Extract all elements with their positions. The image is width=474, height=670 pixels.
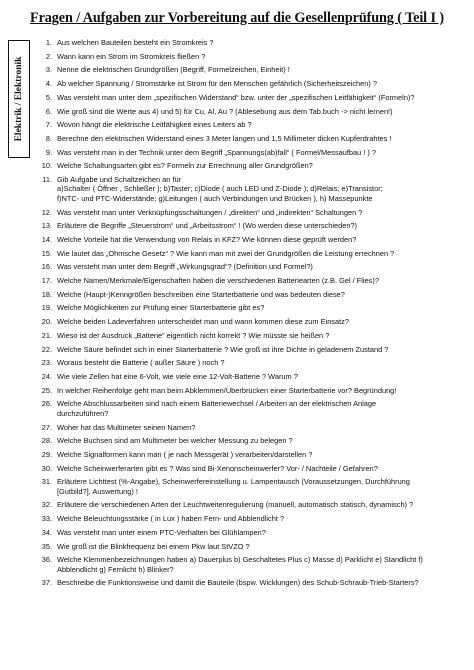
- question-number: 26.: [41, 399, 52, 409]
- question-number: 10.: [41, 161, 52, 171]
- question-item: [38, 317, 470, 326]
- question-number: 11.: [42, 175, 52, 185]
- question-number: 19.: [41, 303, 52, 313]
- question-item: [38, 276, 470, 285]
- question-number: 27.: [41, 422, 52, 432]
- question-text-line: Welche beiden Ladeverfahren unterscheidet man und wann kommen diese zum Einsatz?: [57, 317, 349, 327]
- question-text-line: Wie groß ist die Blinkfrequenz bei einem Pkw laut StVZO ?: [57, 541, 250, 551]
- question-number: 28.: [41, 436, 52, 446]
- question-text-line: Abblendlicht g) Fernlicht h) Blinker?: [57, 564, 174, 574]
- question-number: 20.: [41, 317, 52, 327]
- question-item: [38, 331, 470, 340]
- question-item: [38, 235, 470, 244]
- question-text-line: Erläutere die verschiedenen Arten der Leuchtweitenregulierung (manuell, automatisch statisch, dynamisch) ?: [57, 500, 414, 510]
- question-number: 36.: [41, 555, 52, 565]
- question-text-line: durchzuführen?: [57, 408, 109, 418]
- question-number: 14.: [41, 234, 52, 244]
- question-text-line: Welche Beleuchtungsstärke ( in Lux ) haben Fern- und Abblendlicht ?: [57, 514, 285, 524]
- question-number: 18.: [41, 289, 52, 299]
- question-text-line: [Gutbild?], Auswertung) !: [57, 486, 138, 496]
- question-number: 31.: [41, 477, 52, 487]
- question-text-line: Was versteht man unter dem Begriff „Wirkungsgrad“? (Definition und Formel?): [57, 262, 313, 272]
- question-text-line: Welche Signalformen kann man ( je nach Messgerät ) verarbeiten/darstellen ?: [57, 449, 313, 459]
- question-text-line: Was versteht man in der Technik unter dem Begriff „Spannungs(ab)fall“ ( Formel/Messaufbau ! ) ?: [57, 147, 377, 157]
- question-text-line: Berechne den elektrischen Widerstand eines 3 Meter langen und 1,5 Millimeter dicken Kupferdrahtes !: [57, 133, 392, 143]
- question-item: [38, 423, 470, 432]
- question-number: 6.: [45, 106, 52, 116]
- question-item: [38, 345, 470, 354]
- question-item: [38, 477, 470, 496]
- subject-side-label-box: [8, 40, 30, 158]
- question-text-line: a)Schalter ( Öffner , Schließer ); b)Taster; c)Diode ( auch LED und Z-Diode ); d)Relais; e)Transistor;: [57, 184, 383, 194]
- question-item: [38, 528, 470, 537]
- question-text-line: Welche Buchsen sind am Multimeter bei welcher Messung zu belegen ?: [57, 436, 293, 446]
- question-item: [38, 93, 470, 102]
- question-number: 16.: [41, 262, 52, 272]
- question-number: 24.: [41, 371, 52, 381]
- question-text-line: Aus welchen Bauteilen besteht ein Stromkreis ?: [57, 38, 214, 47]
- question-item: [38, 208, 470, 217]
- question-text-line: Wie lautet das „Ohmsche Gesetz“ ? Wie kann man mit zwei der Grundgrößen die Leistung errechnen ?: [57, 248, 395, 258]
- question-number: 37.: [41, 578, 52, 588]
- question-item: [38, 436, 470, 445]
- question-text-line: Wovon hängt die elektrische Leitfähigkeit eines Leiters ab ?: [57, 120, 252, 130]
- question-item: [38, 555, 470, 574]
- question-number: 25.: [41, 385, 52, 395]
- question-number: 23.: [41, 358, 52, 368]
- question-text-line: Wie viele Zellen hat eine 6-Volt, wie viele eine 12-Volt-Batterie ? Warum ?: [57, 371, 298, 381]
- question-text-line: Was versteht man unter dem „spezifischen Widerstand“ bzw. unter der „spezifischen Leitfähigkeit“ (Formeln)?: [57, 92, 415, 102]
- question-number: 15.: [41, 248, 52, 258]
- question-number: 32.: [41, 500, 52, 510]
- question-item: [38, 303, 470, 312]
- question-text-line: Was versteht man unter einem PTC-Verhalten bei Glühlampen?: [57, 527, 266, 537]
- question-text-line: Welche Scheinwerferarten gibt es ? Was sind Bi-Xenonscheinwerfer? Vor- / Nachteile / Gefahren?: [57, 463, 378, 473]
- page-title: Fragen / Aufgaben zur Vorbereitung auf die Gesellenprüfung ( Teil I ): [30, 10, 444, 26]
- question-item: [38, 500, 470, 509]
- question-number: 9.: [45, 147, 52, 157]
- question-number: 2.: [45, 51, 52, 61]
- question-number: 34.: [41, 527, 52, 537]
- question-text-line: Woher hat das Multimeter seinen Namen?: [57, 422, 196, 432]
- question-item: [38, 249, 470, 258]
- question-text-line: Gib Aufgabe und Schaltzeichen an für: [57, 175, 182, 185]
- question-text-line: Nenne die elektrischen Grundgrößen (Begriff, Formelzeichen, Einheit) !: [57, 65, 290, 75]
- question-number: 21.: [41, 330, 52, 340]
- question-text-line: Welche Namen/Merkmale/Eigenschaften haben die verschiedenen Batteriearten (z.B. Gel / Flies)?: [57, 276, 379, 286]
- question-number: 22.: [41, 344, 52, 354]
- question-item: [38, 578, 470, 587]
- question-number: 13.: [41, 221, 52, 231]
- question-item: [38, 221, 470, 230]
- question-item: [38, 464, 470, 473]
- question-text-line: In welcher Reihenfolge geht man beim Abklemmen/Überbrücken einer Starterbatterie vor? Begründung!: [57, 385, 397, 395]
- question-item: [38, 52, 470, 61]
- question-number: 4.: [45, 79, 52, 89]
- question-list: [38, 38, 470, 592]
- question-item: [38, 161, 470, 170]
- question-number: 3.: [45, 65, 52, 75]
- question-text-line: Wieso ist der Ausdruck „Batterie“ eigentlich nicht korrekt ? Wie müsste sie heißen ?: [57, 330, 330, 340]
- question-text-line: Welche Möglichkeiten zur Prüfung einer Starterbatterie gibt es?: [57, 303, 265, 313]
- question-text-line: Wie groß sind die Werte aus 4) und 5) für Cu, Al, Au ? (Ablesebung aus dem Tab.buch -> nicht lernen!): [57, 106, 393, 116]
- question-number: 8.: [45, 133, 52, 143]
- question-number: 17.: [41, 276, 52, 286]
- question-text-line: f)NTC- und PTC-Widerstände; g)Leitungen ( auch Verbindungen und Brücken ), h) Massepunkte: [57, 193, 373, 203]
- question-text-line: Ab welcher Spannung / Stromstärke ist Strom für den Menschen gefährlich (Sicherheitszeichen) ?: [57, 79, 378, 89]
- question-item: [38, 386, 470, 395]
- question-item: [38, 134, 470, 143]
- question-number: 12.: [41, 207, 52, 217]
- question-item: [38, 65, 470, 74]
- question-item: [38, 450, 470, 459]
- question-item: [38, 120, 470, 129]
- question-item: [38, 175, 470, 203]
- question-item: [38, 290, 470, 299]
- question-text-line: Welche Vorteile hat die Verwendung von Relais in KFZ? Wie können diese geprüft werden?: [57, 234, 357, 244]
- question-text-line: Woraus besteht die Batterie ( außer Säure ) noch ?: [57, 358, 225, 368]
- question-number: 30.: [41, 463, 52, 473]
- question-text-line: Was versteht man unter Verknüpfungsschaltungen / „direkten“ und „indirekten“ Schaltungen ?: [57, 207, 363, 217]
- question-text-line: Beschreibe die Funktionsweise und damit die Bauteile (bspw. Wicklungen) des Schub-Schraub-Trieb-Starters?: [57, 578, 419, 588]
- question-number: 35.: [41, 541, 52, 551]
- question-item: [38, 399, 470, 418]
- question-item: [38, 358, 470, 367]
- question-number: 33.: [41, 514, 52, 524]
- question-text-line: Erläutere die Begriffe „Steuerstrom“ und „Arbeitsstrom“ ! (Wo werden diese unterschieden?): [57, 221, 358, 231]
- question-item: [38, 79, 470, 88]
- question-item: [38, 107, 470, 116]
- question-text-line: Welche Schaltungsarten gibt es? Formeln zur Errechnung aller Grundgrößen?: [57, 161, 313, 171]
- question-number: 29.: [41, 449, 52, 459]
- question-text-line: Welche Säure befindet sich in einer Starterbatterie ? Wie groß ist ihre Dichte in geladenem Zustand ?: [57, 344, 389, 354]
- question-number: 7.: [45, 120, 52, 130]
- question-text-line: Welche (Haupt-)Kenngrößen beschreiben eine Starterbatterie und was bedeuten diese?: [57, 289, 345, 299]
- question-number: 1.: [45, 38, 52, 47]
- question-text-line: Erläutere Lichttest (%-Angabe), Scheinwerfereinstellung u. Lampentausch (Voraussetzungen, Durchführung: [57, 477, 410, 487]
- question-text-line: Welche Abschlussarbeiten sind nach einem Batteriewechsel / Arbeiten an der elektrischen Anlage: [57, 399, 377, 409]
- question-item: [38, 148, 470, 157]
- question-item: [38, 38, 470, 47]
- question-item: [38, 262, 470, 271]
- question-item: [38, 372, 470, 381]
- subject-side-label: Elektrik / Elektronik: [14, 56, 24, 142]
- question-text-line: Welche Klemmenbezeichnungen haben a) Dauerplus b) Geschaltetes Plus c) Masse d) Parklicht e) Standlicht f): [57, 555, 423, 565]
- question-text-line: Wann kann ein Strom im Stromkreis fließen ?: [57, 51, 206, 61]
- question-item: [38, 542, 470, 551]
- question-number: 5.: [45, 92, 52, 102]
- question-item: [38, 514, 470, 523]
